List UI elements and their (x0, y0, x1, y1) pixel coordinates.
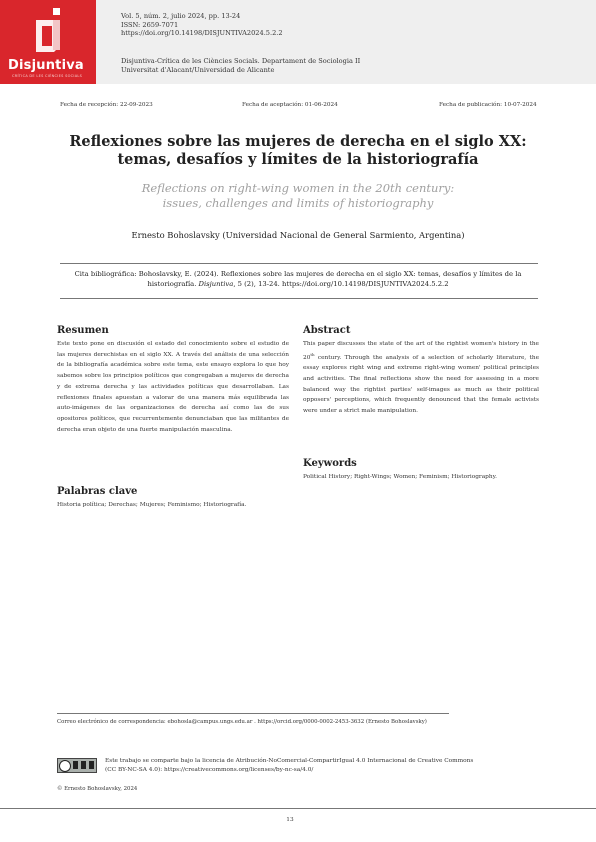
page-number: 13 (286, 817, 294, 823)
palabras-text: Historia política; Derechas; Mujeres; Feminismo; Historiografía. (57, 502, 247, 508)
keywords-text: Political History; Right-Wings; Women; Feminism; Historiography. (303, 474, 497, 480)
publisher-info (121, 57, 360, 74)
disjuntiva-logo-icon (34, 8, 64, 56)
resumen-heading: Resumen (57, 325, 109, 336)
cc-nc-icon (81, 761, 86, 769)
copyright: © Ernesto Bohoslavsky, 2024 (57, 786, 138, 792)
resumen-text: Este texto pone en discusión el estado del conocimiento sobre el estudio de las mujeres derechistas en el siglo XX. A través del análisis de una selección de la bibliografía académica sobre este tema, este ensayo explora lo que hoy sabemos sobre los principios políticos que congregaban a mujeres de derecha y de extrema derecha y las actividades políticas que desarrollaban. Las reflexiones finales apuestan a valorar de una manera más equilibrada las auto-imágenes de las organizaciones de derecha así como las de sus opositores políticos, que recurrentemente denunciaban que las militantes de derecha eran objeto de una fuerte manipulación masculina. (57, 341, 289, 433)
citation-block (60, 269, 536, 289)
received-date: Fecha de recepción: 22-09-2023 (60, 102, 153, 108)
published-date: Fecha de publicación: 10-07-2024 (439, 102, 537, 108)
subtitle-line-1: Reflections on right-wing women in the 20th century: (141, 181, 455, 195)
subtitle-line-2: issues, challenges and limits of historiography (162, 196, 434, 210)
doi-link[interactable]: https://doi.org/10.14198/DISJUNTIVA2024.5.2.2 (121, 29, 283, 38)
abstract-heading: Abstract (303, 325, 351, 336)
accepted-date: Fecha de aceptación: 01-06-2024 (242, 102, 338, 108)
page-bottom-rule (0, 808, 596, 809)
footnote-rule (57, 713, 449, 714)
citation-text-1: Cita bibliográfica: Bohoslavsky, E. (2024). Reflexiones sobre las mujeres de derecha en el siglo XX: temas, desafíos y límites de la historiografía. (74, 270, 522, 288)
citation-rule-bottom (60, 298, 538, 299)
citation-journal: Disjuntiva (198, 280, 234, 288)
keywords-heading: Keywords (303, 458, 357, 469)
license-text (105, 757, 545, 775)
title-line-1: Reflexiones sobre las mujeres de derecha en el siglo XX: (69, 133, 527, 150)
author-line: Ernesto Bohoslavsky (Universidad Nacional de General Sarmiento, Argentina) (131, 230, 465, 240)
cc-sa-icon (89, 761, 94, 769)
issn-line: ISSN: 2659-7071 (121, 20, 179, 29)
journal-logo (0, 0, 96, 84)
title-line-2: temas, desafíos y límites de la historiografía (117, 151, 479, 168)
correspondence-email[interactable]: Correo electrónico de correspondencia: ebohosla@campus.ungs.edu.ar . https://orcid.org/0000-0002-2453-3632 (Ernesto Bohoslavsky) (57, 719, 427, 725)
abstract-text-b: century. Through the analysis of a selection of scholarly literature, the essay explores right wing and extreme right-wing women' political principles and activities. The final reflections show the need for assessing in a more balanced way the rightist parties' self-images as much as their political opposers' perceptions, which frequently denounced that the female activists were under a strict male manipulation. (303, 354, 539, 415)
license-line-1: Este trabajo se comparte bajo la licencia de Atribución-NoComercial-CompartirIgual 4.0 Internacional de Creative Commons (105, 758, 474, 764)
license-line-2[interactable]: (CC BY-NC-SA 4.0): https://creativecommons.org/licenses/by-nc-sa/4.0/ (105, 767, 314, 773)
abstract-sup: th (310, 351, 315, 357)
logo-wordmark: Disjuntiva (8, 58, 84, 73)
article-title (60, 133, 536, 169)
cc-license-icon[interactable] (57, 758, 97, 773)
journal-info (121, 12, 283, 38)
abstract-text (303, 339, 539, 417)
palabras-heading: Palabras clave (57, 486, 138, 497)
department-line: Disjuntiva-Crítica de les Ciències Socials. Departament de Sociologia II (121, 57, 361, 65)
article-subtitle (60, 181, 536, 211)
volume-line: Vol. 5, núm. 2, julio 2024, pp. 13-24 (121, 12, 241, 20)
citation-rule-top (60, 263, 538, 264)
cc-circle-icon (59, 760, 71, 772)
cc-by-icon (73, 761, 78, 769)
university-line: Universitat d'Alacant/Universidad de Alicante (121, 65, 275, 74)
citation-text-2: , 5 (2), 13-24. https://doi.org/10.14198/DISJUNTIVA2024.5.2.2 (233, 280, 449, 288)
abstract-text-a: This paper discusses the state of the art of the rightist women's history in the 20 (303, 341, 539, 361)
logo-tagline: CRÍTICA DE LES CIÈNCIES SOCIALS (12, 74, 83, 78)
